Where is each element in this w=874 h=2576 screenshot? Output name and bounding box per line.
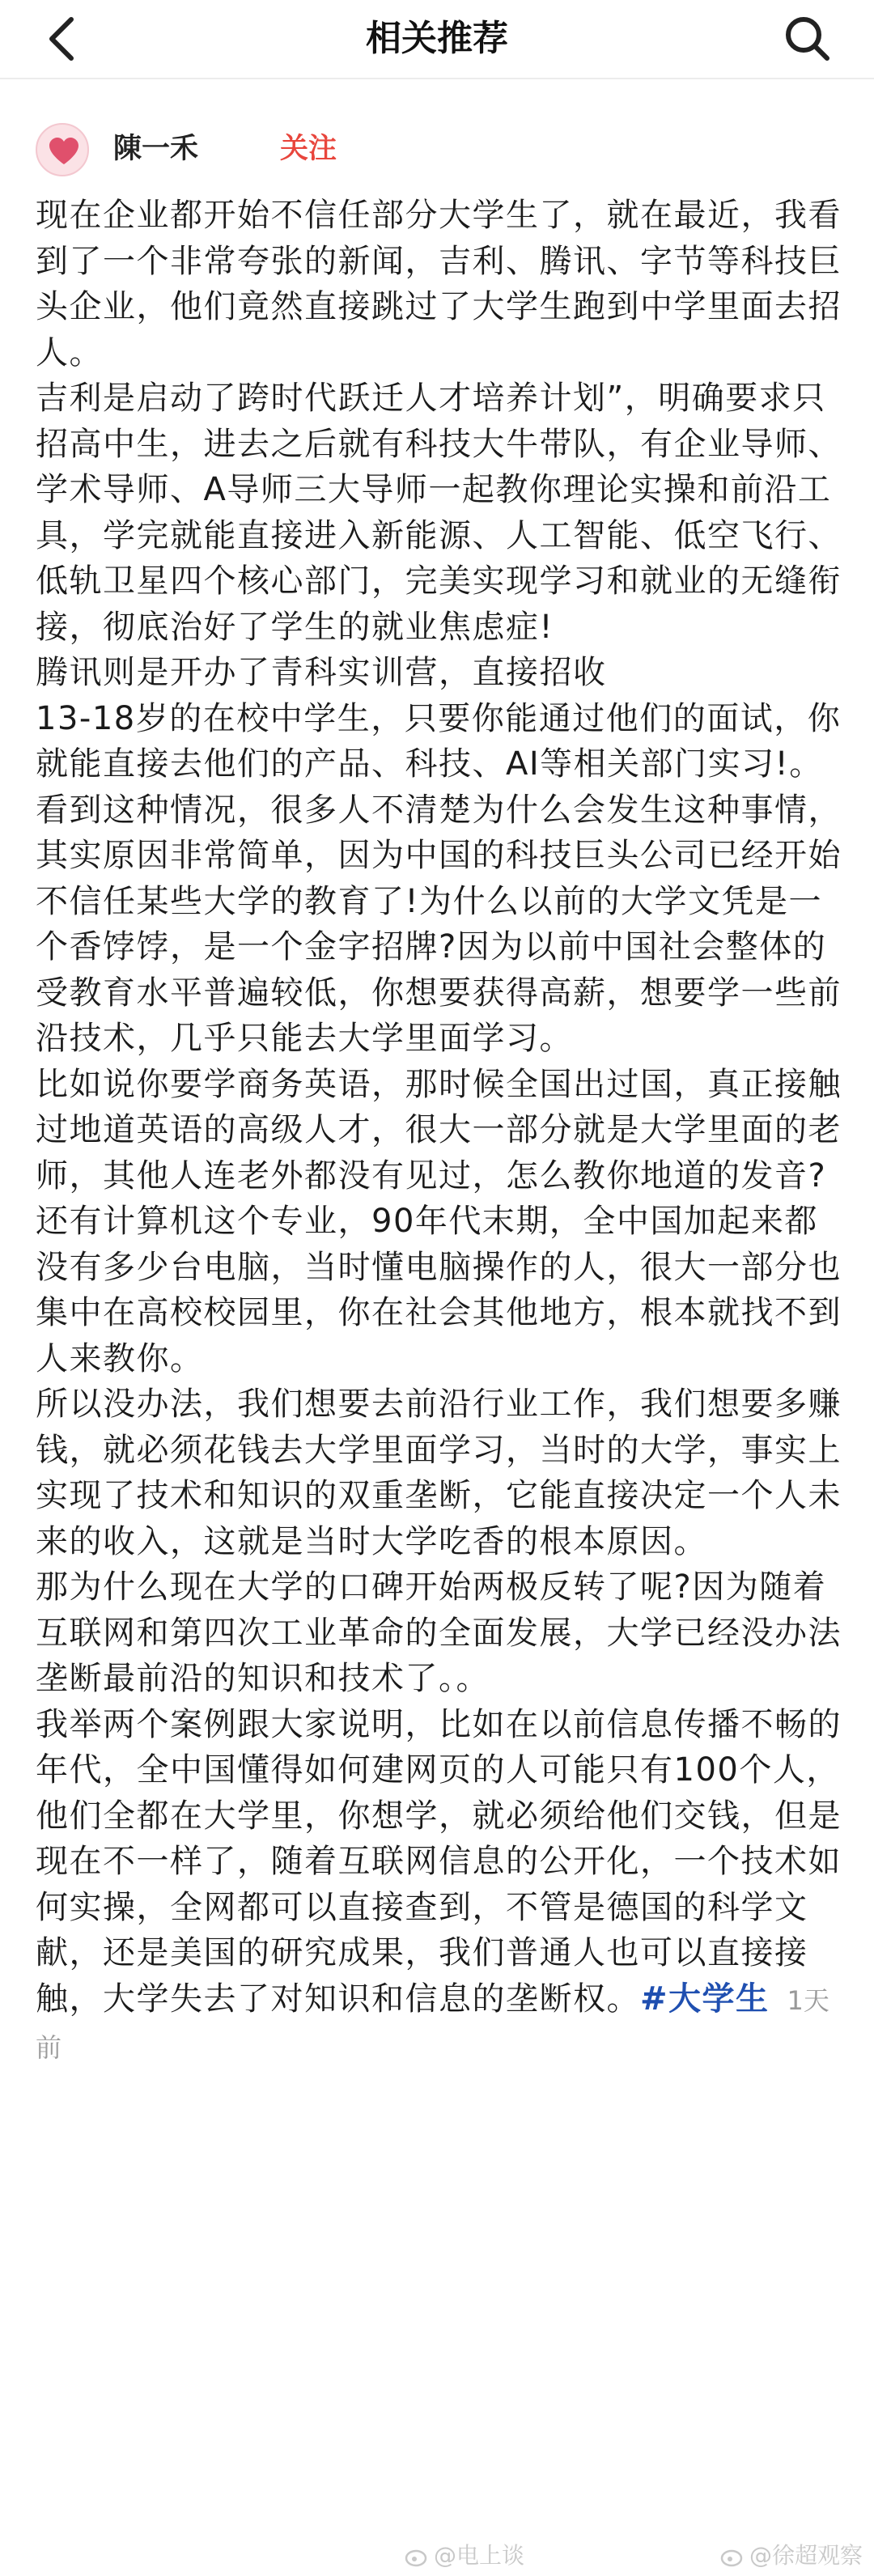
author-name[interactable]: 陳一禾 (113, 133, 199, 165)
post-paragraph: 腾讯则是开办了青科实训营，直接招收 (36, 654, 607, 691)
post-paragraph: 13-18岁的在校中学生，只要你能通过他们的面试，你就能直接去他们的产品、科技、AI等相关部门实习!。 (36, 699, 842, 783)
weibo-icon (405, 2546, 429, 2567)
search-icon (782, 13, 834, 65)
avatar[interactable] (36, 123, 89, 176)
author-row (36, 121, 764, 178)
watermark-right-text: @徐超观察 (749, 2542, 863, 2569)
follow-button[interactable]: 关注 (280, 133, 337, 165)
post-paragraph-text: 我举两个案例跟大家说明，比如在以前信息传播不畅的年代，全中国懂得如何建网页的人可能只有100个人，他们全都在大学里，你想学，就必须给他们交钱，但是现在不一样了，随着互联网信息的公开化，一个技术如何实操，全网都可以直接查到，不管是德国的科学文献，还是美国的研究成果，我们普通人也可以直接接触，大学失去了对知识和信息的垄断权。 (36, 1705, 842, 2018)
heart-icon (48, 137, 80, 166)
post-time: 1天前 (36, 1984, 829, 2063)
hashtag-link[interactable]: #大学生 (640, 1980, 770, 2018)
post-paragraph: 所以没办法，我们想要去前沿行业工作，我们想要多赚钱，就必须花钱去大学里面学习，当时的大学，事实上实现了技术和知识的双重垄断，它能直接决定一个人未来的收入，这就是当时大学吃香的根本原因。 (36, 1386, 842, 1560)
post-body (36, 193, 845, 2071)
watermark-left-text: @电上谈 (434, 2542, 525, 2569)
top-bar (0, 0, 874, 79)
post-paragraph: 比如说你要学商务英语，那时候全国出过国，真正接触过地道英语的高级人才，很大一部分就是大学里面的老师，其他人连老外都没有见过，怎么教你地道的发音?还有计算机这个专业，90年代末期，全中国加起来都没有多少台电脑，当时懂电脑操作的人，很大一部分也集中在高校校园里，你在社会其他地方，根本就找不到人来教你。 (36, 1065, 842, 1377)
post-paragraph: 那为什么现在大学的口碑开始两极反转了呢?因为随着互联网和第四次工业革命的全面发展，大学已经没办法垄断最前沿的知识和技术了。。 (36, 1568, 842, 1697)
post-paragraph: 看到这种情况，很多人不清楚为什么会发生这种事情，其实原因非常简单，因为中国的科技巨头公司已经开始不信任某些大学的教育了!为什么以前的大学文凭是一个香饽饽，是一个金字招牌?因为以前中国社会整体的受教育水平普遍较低，你想要获得高薪，想要学一些前沿技术，几乎只能去大学里面学习。 (36, 791, 842, 1057)
post-paragraph: 吉利是启动了跨时代跃迁人才培养计划”，明确要求只招高中生，进去之后就有科技大牛带队，有企业导师、学术导师、A导师三大导师一起教你理论实操和前沿工具，学完就能直接进入新能源、人工智能、低空飞行、低轨卫星四个核心部门，完美实现学习和就业的无缝衔接，彻底治好了学生的就业焦虑症! (36, 380, 842, 646)
watermark-right (720, 2541, 863, 2570)
page-title: 相关推荐 (366, 18, 508, 59)
watermark-left (405, 2541, 524, 2570)
post-paragraph: 现在企业都开始不信任部分大学生了，就在最近，我看到了一个非常夸张的新闻，吉利、腾讯、字节等科技巨头企业，他们竟然直接跳过了大学生跑到中学里面去招人。 (36, 197, 842, 371)
post-paragraph-last (36, 1702, 845, 2071)
weibo-icon (720, 2546, 745, 2567)
search-button[interactable] (782, 13, 834, 65)
